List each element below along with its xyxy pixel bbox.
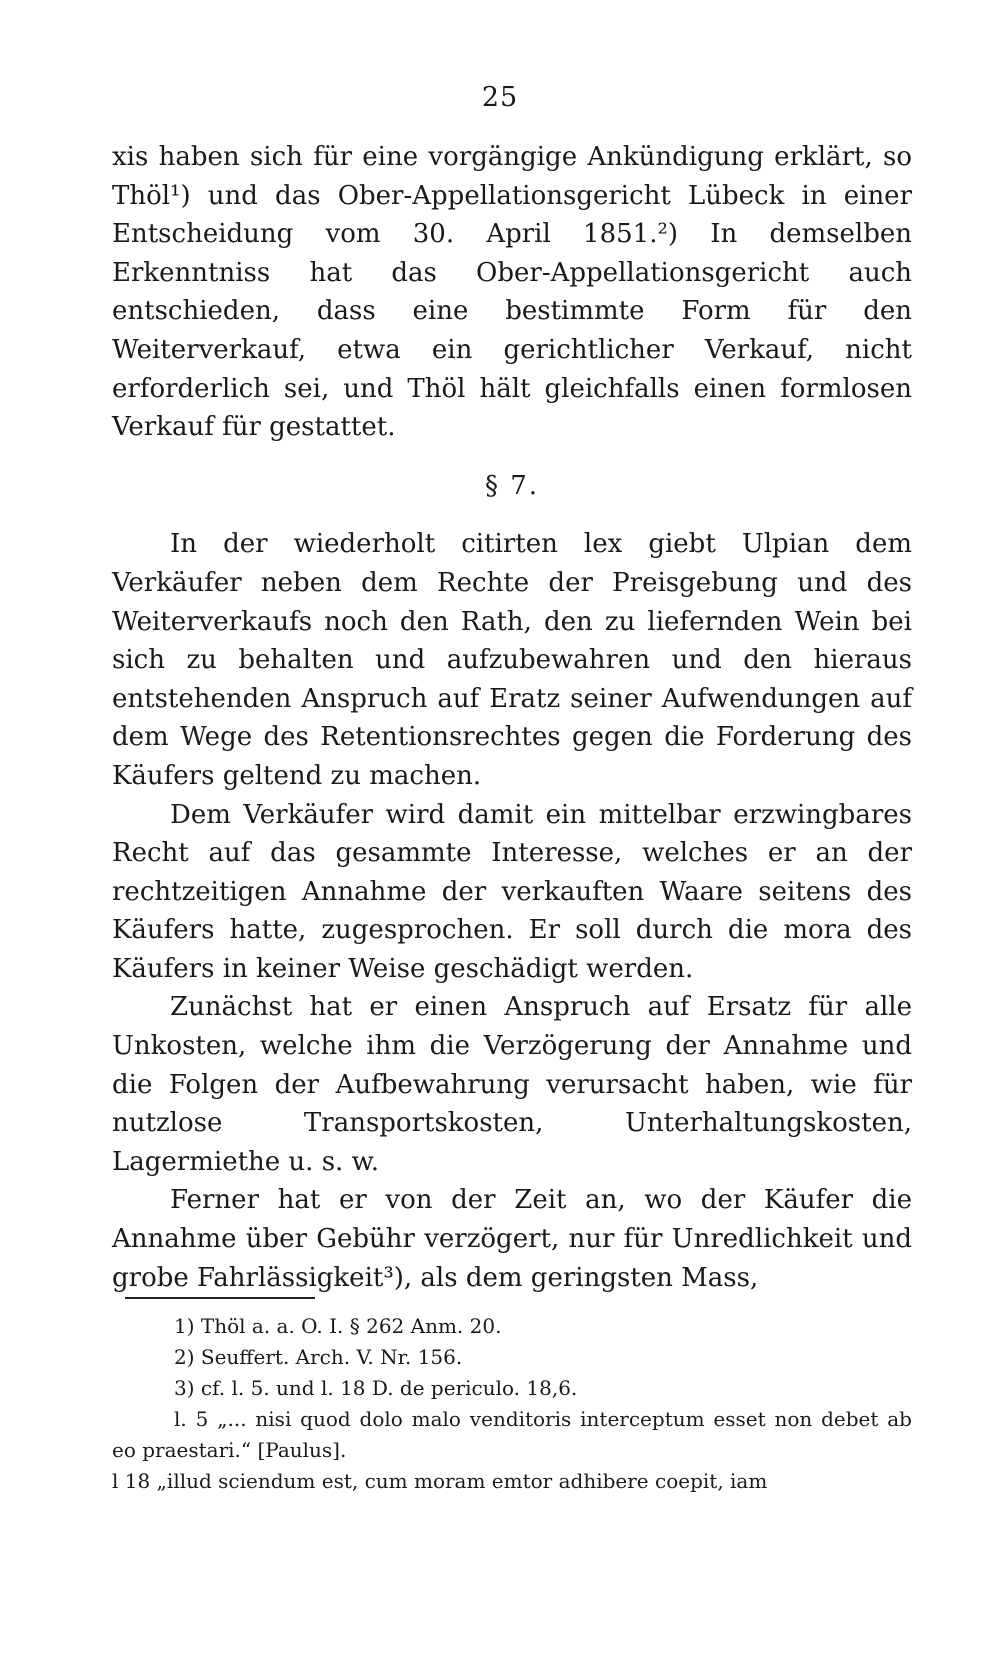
page-number: 25: [481, 82, 519, 113]
section-paragraph-1: In der wiederholt citirten lex giebt Ulpian dem Verkäufer neben dem Rechte der Preisgebung und des Weiterverkaufs noch den Rath, den zu liefernden Wein bei sich zu behalten und aufzubewahren und den hieraus entstehenden Anspruch auf Eratz seiner Aufwendungen auf dem Wege des Retentionsrechtes gegen die Forderung des Käufers geltend zu machen.: [112, 529, 912, 791]
section-paragraph-3: Zunächst hat er einen Anspruch auf Ersatz für alle Unkosten, welche ihm die Verzögerung der Annahme und die Folgen der Aufbewahrung verursacht haben, wie für nutzlose Transportskosten, Unterhaltungskosten, Lagermiethe u. s. w.: [112, 992, 912, 1177]
footnotes: [112, 1311, 912, 1497]
section-heading: § 7.: [484, 470, 540, 501]
footnote-3: 3) cf. l. 5. und l. 18 D. de periculo. 18,6.: [174, 1376, 578, 1400]
section-paragraph-2: Dem Verkäufer wird damit ein mittelbar erzwingbares Recht auf das gesammte Interesse, welches er an der rechtzeitigen Annahme der verkauften Waare seitens des Käufers hatte, zugesprochen. Er soll durch die mora des Käufers in keiner Weise geschädigt werden.: [112, 799, 912, 984]
footnote-3-quote-l18: l 18 „illud sciendum est, cum moram emtor adhibere coepit, iam: [112, 1469, 768, 1493]
footnote-2: 2) Seuffert. Arch. V. Nr. 156.: [174, 1345, 463, 1369]
section-paragraph-4: Ferner hat er von der Zeit an, wo der Käufer die Annahme über Gebühr verzögert, nur für Unredlichkeit und grobe Fahrlässigkeit³), als dem geringsten Mass,: [112, 1185, 912, 1293]
footnote-divider: [125, 1297, 315, 1299]
footnote-3-quote-l5: l. 5 „... nisi quod dolo malo venditoris interceptum esset non debet ab eo praestari.“ [Paulus].: [112, 1407, 912, 1462]
main-text: [112, 138, 912, 1297]
footnote-1: 1) Thöl a. a. O. I. § 262 Anm. 20.: [174, 1314, 502, 1338]
paragraph-continued: xis haben sich für eine vorgängige Ankündigung erklärt, so Thöl¹) und das Ober-Appellationsgericht Lübeck in einer Entscheidung vom 30. April 1851.²) In demselben Erkenntniss hat das Ober-Appellationsgericht auch entschieden, dass eine bestimmte Form für den Weiterverkauf, etwa ein gerichtlicher Verkauf, nicht erforderlich sei, und Thöl hält gleichfalls einen formlosen Verkauf für gestattet.: [112, 142, 912, 443]
